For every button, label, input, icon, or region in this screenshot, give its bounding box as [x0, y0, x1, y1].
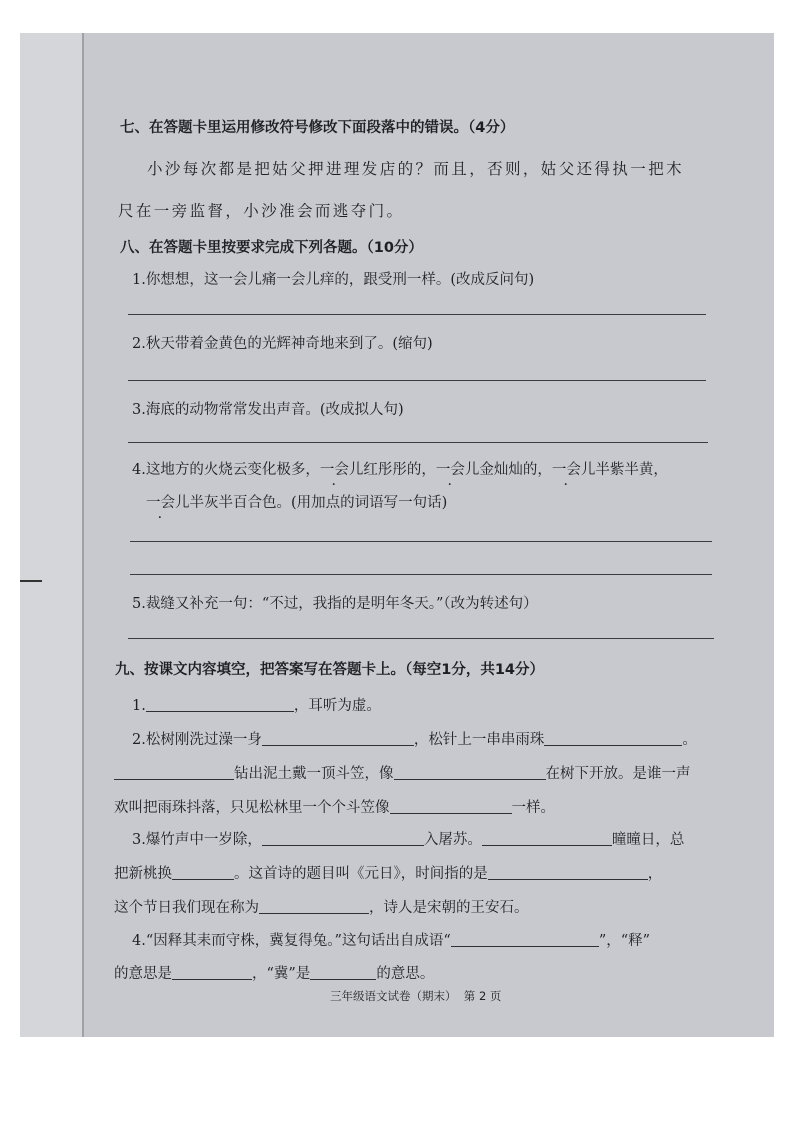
q9-item3-text-g: 这个节日我们现在称为 [114, 900, 259, 916]
q9-item2-text-e: 在树下开放。是谁一声 [545, 766, 691, 782]
q9-item1-blank [146, 697, 294, 712]
q8-item4-answer-line-1 [130, 541, 712, 542]
q9-item3-text-d: 把新桃换 [114, 866, 172, 882]
q8-item4-dotted-word: 一会 [146, 495, 175, 511]
q9-item4-blank-3 [310, 965, 376, 980]
q8-item5-answer-line [128, 638, 714, 639]
q9-item3-blank-2 [482, 831, 612, 846]
q9-item2-text-g: 一样。 [511, 800, 555, 816]
q9-item2-text-f: 欢叫把雨珠抖落，只见松林里一个个斗笠像 [114, 800, 390, 816]
q9-item3-blank-3 [172, 865, 234, 880]
q9-item1-number: 1. [132, 698, 146, 714]
page-footer: 三年级语文试卷（期末） 第 2 页 [330, 989, 502, 1003]
q9-item3-blank-1 [262, 831, 424, 846]
q9-item4-blank-2 [172, 965, 252, 980]
q8-item4-dotted-word: 一会 [319, 462, 349, 478]
q9-item3-line1 [132, 828, 684, 849]
q9-item3-blank-4 [488, 865, 648, 880]
q9-item3-line2 [114, 862, 662, 883]
q9-item4-text-c: 的意思是 [114, 966, 172, 982]
q9-item2-text-a: 2.松树刚洗过澡一身 [132, 732, 262, 748]
q8-item1-answer-line [128, 314, 706, 315]
q9-item4-line1 [132, 929, 650, 950]
q8-item4-dotted-word: 一会 [435, 462, 465, 478]
q9-item2-line2 [114, 762, 691, 783]
q9-item3-text-e: 。这首诗的题目叫《元日》，时间指的是 [234, 866, 488, 882]
q7-paragraph-line2: 尺在一旁监督，小沙准会而逃夺门。 [118, 202, 405, 220]
q8-item1: 1.你想想，这一会儿痛一会儿痒的，跟受刑一样。(改成反问句) [132, 272, 535, 288]
q9-item4-text-b: ”，“释” [598, 933, 651, 949]
q9-item2-blank-1 [262, 731, 414, 746]
q8-item4-answer-line-2 [130, 574, 712, 575]
q9-item3-text-c: 曈曈日，总 [611, 832, 685, 848]
q9-item3-text-b: 入屠苏。 [423, 832, 482, 848]
q9-item4-blank-1 [451, 932, 599, 947]
q9-heading: 九、按课文内容填空，把答案写在答题卡上。（每空1分，共14分） [115, 662, 545, 678]
q9-item3-text-a: 3.爆竹声中一岁除， [132, 832, 262, 848]
q9-item3-text-h: ，诗人是宋朝的王安石。 [369, 900, 529, 916]
q9-item2-line3 [114, 796, 555, 817]
q7-heading: 七、在答题卡里运用修改符号修改下面段落中的错误。（4分） [120, 120, 515, 136]
q9-item1 [132, 694, 381, 715]
q9-item2-blank-3 [114, 765, 234, 780]
q8-item4-text-e: 儿半灰半百合色。(用加点的词语写一句话) [175, 495, 448, 511]
q9-item2-line1 [132, 728, 697, 749]
q9-item2-blank-2 [544, 731, 682, 746]
q9-item4-text-e: 的意思。 [376, 966, 435, 982]
q9-item3-blank-5 [259, 899, 369, 914]
q8-item5: 5.裁缝又补充一句：“不过，我指的是明年冬天。”（改为转述句） [132, 596, 538, 612]
q9-item2-blank-4 [394, 765, 546, 780]
q9-item4-line2 [114, 962, 434, 983]
q8-item2: 2.秋天带着金黄色的光辉神奇地来到了。(缩句) [132, 336, 433, 352]
q9-item4-text-a: 4.“因释其耒而守株，冀复得兔。”这句话出自成语“ [132, 933, 451, 949]
q8-item4-text-b: 儿红彤彤的， [348, 462, 436, 478]
q9-item3-text-f: ， [647, 866, 663, 882]
q8-item2-answer-line [128, 380, 706, 381]
q9-item4-text-d: ，“冀”是 [252, 966, 311, 982]
q8-item4-text-d: 儿半紫半黄， [580, 462, 668, 478]
q7-paragraph-line1: 小沙每次都是把姑父押进理发店的？而且，否则，姑父还得执一把木 [147, 160, 685, 178]
q9-item2-text-d: 钻出泥土戴一顶斗笠，像 [234, 766, 394, 782]
q9-item1-text: ，耳听为虚。 [293, 698, 381, 714]
q8-item3-answer-line [128, 442, 708, 443]
q8-item4-dotted-word: 一会 [551, 462, 581, 478]
q9-item3-line3 [114, 896, 529, 917]
q9-item2-blank-5 [390, 799, 512, 814]
q8-item4-line2 [146, 491, 447, 512]
q9-item2-text-c: 。 [682, 732, 697, 748]
q9-item2-text-b: ，松针上一串串雨珠 [413, 732, 545, 748]
q8-item3: 3.海底的动物常常发出声音。(改成拟人句) [132, 402, 404, 418]
q8-heading: 八、在答题卡里按要求完成下列各题。（10分） [120, 240, 423, 256]
q8-item4-line1 [132, 458, 668, 479]
q8-item4-text-c: 儿金灿灿的， [464, 462, 552, 478]
q8-item4-text-a: 4.这地方的火烧云变化极多， [132, 462, 320, 478]
